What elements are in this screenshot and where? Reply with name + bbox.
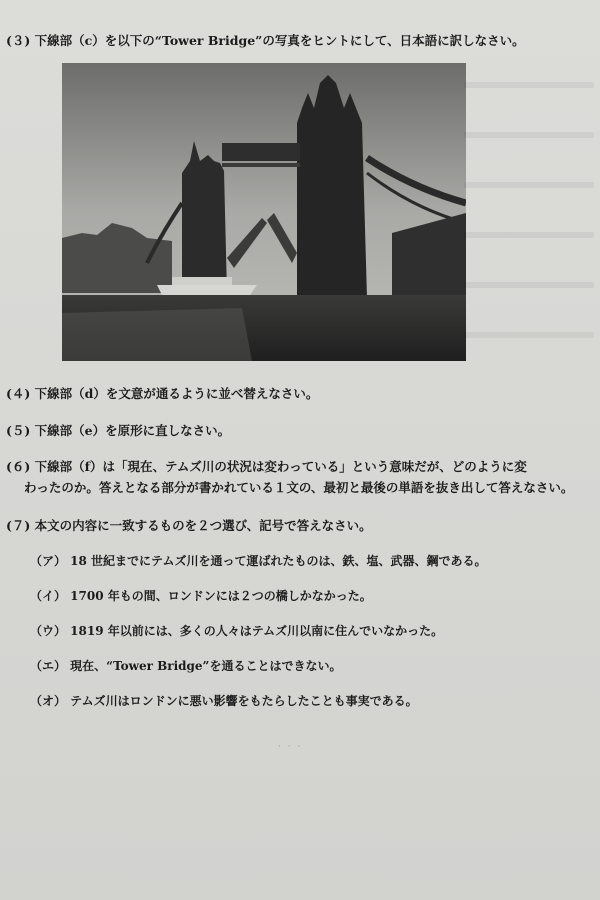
- tower-bridge-photo-icon: [62, 63, 466, 361]
- option-o: （オ） テムズ川はロンドンに悪い影響をもたらしたことも事実である。: [30, 694, 418, 708]
- question-4: (４) 下線部（d）を文意が通るように並べ替えなさい。: [6, 386, 319, 401]
- question-6-line-1: (６) 下線部（f）は「現在、テムズ川の状況は変わっている」という意味だが、どのように変: [6, 459, 527, 474]
- option-u: （ウ） 1819 年以前には、多くの人々はテムズ川以南に住んでいなかった。: [30, 624, 444, 638]
- question-3: (３) 下線部（c）を以下の“Tower Bridge”の写真をヒントにして、日本語に訳しなさい。: [6, 33, 525, 48]
- option-e: （エ） 現在、“Tower Bridge”を通ることはできない。: [30, 659, 342, 673]
- question-6-line-2: わったのか。答えとなる部分が書かれている１文の、最初と最後の単語を抜き出して答えなさい。: [24, 480, 574, 495]
- option-i: （イ） 1700 年もの間、ロンドンには２つの橋しかなかった。: [30, 589, 372, 603]
- page-dots-mark: · · ·: [278, 742, 303, 752]
- bleed-through-mark: [464, 332, 594, 338]
- question-7: (７) 本文の内容に一致するものを２つ選び、記号で答えなさい。: [6, 518, 372, 533]
- bleed-through-mark: [464, 282, 594, 288]
- question-5: (５) 下線部（e）を原形に直しなさい。: [6, 423, 231, 438]
- bleed-through-mark: [464, 232, 594, 238]
- bleed-through-mark: [464, 182, 594, 188]
- option-a: （ア） 18 世紀までにテムズ川を通って運ばれたものは、鉄、塩、武器、鋼である。: [30, 554, 487, 568]
- tower-bridge-photo: [62, 63, 466, 361]
- bleed-through-mark: [464, 82, 594, 88]
- bleed-through-mark: [464, 132, 594, 138]
